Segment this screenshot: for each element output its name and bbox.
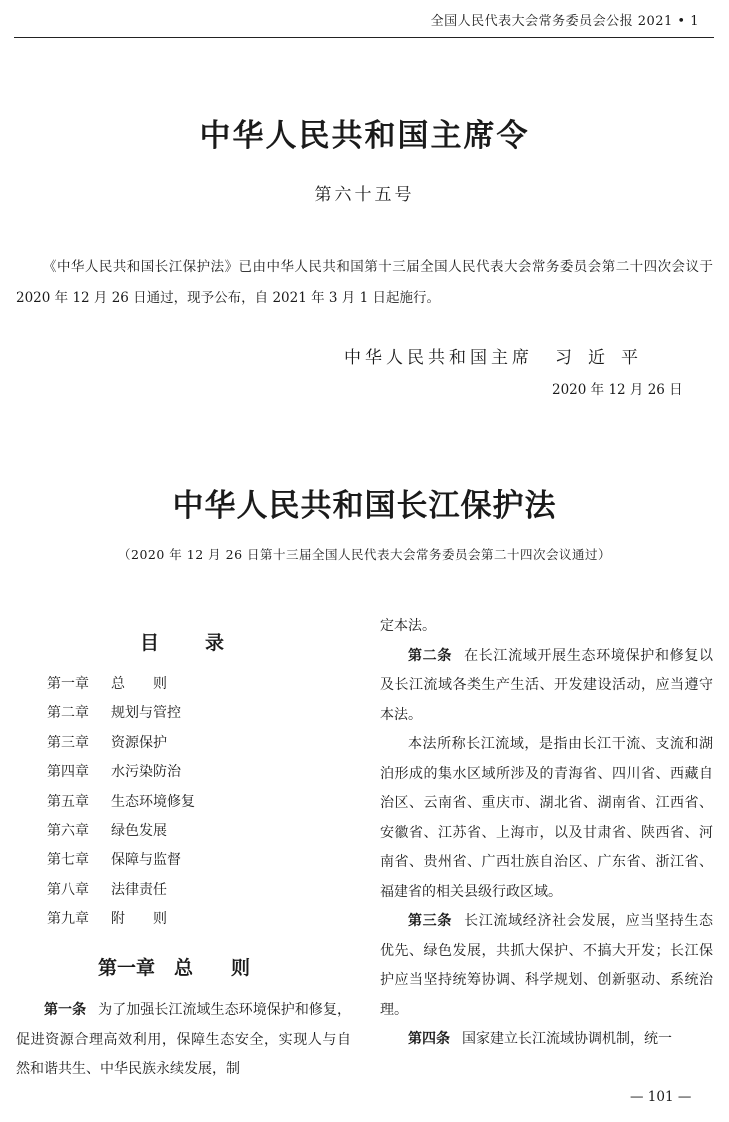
toc-chapter-title: 附 则: [111, 911, 167, 928]
toc-heading: [140, 628, 224, 655]
toc-chapter-number: 第六章: [47, 822, 89, 839]
toc-heading-left: 目: [140, 632, 160, 654]
toc-chapter-title: 法律责任: [111, 881, 167, 898]
article-paragraph: [380, 1025, 713, 1055]
signer-title: 中华人民共和国主席: [344, 348, 533, 368]
signer-name: 习近平: [555, 348, 654, 368]
order-body: 《中华人民共和国长江保护法》已由中华人民共和国第十三届全国人民代表大会常务委员会第二十四次会议于 2020 年 12 月 26 日通过，现予公布，自 2021 年 3 月 1 日起施行。: [16, 259, 713, 306]
toc-chapter-title: 绿色发展: [111, 822, 167, 839]
article-label: 第二条: [408, 647, 453, 664]
article-paragraph: [16, 996, 351, 1085]
toc-item: [47, 905, 195, 934]
article-text: 在长江流域开展生态环境保护和修复以及长江流域各类生产生活、开发建设活动，应当遵守本法。: [380, 647, 714, 723]
article-label: 第四条: [408, 1031, 450, 1047]
toc-item: [47, 846, 195, 875]
article-text: 为了加强长江流域生态环境保护和修复，促进资源合理高效利用，保障生态安全，实现人与自然和谐共生、中华民族永续发展，制: [16, 1002, 352, 1077]
toc-chapter-title: 生态环境修复: [111, 793, 195, 810]
toc-chapter-title: 总 则: [111, 676, 167, 692]
toc-item: [47, 729, 195, 758]
article-label: 第一条: [44, 1002, 87, 1018]
toc-chapter-number: 第七章: [47, 852, 89, 869]
continued-text: 定本法。: [380, 618, 436, 634]
order-number: 第六十五号: [314, 185, 415, 205]
toc-chapter-number: 第八章: [47, 881, 89, 898]
toc-chapter-number: 第一章: [47, 676, 89, 692]
toc-chapter-number: 第三章: [47, 734, 89, 751]
toc-chapter-title: 规划与管控: [111, 705, 181, 722]
left-column-text: [16, 996, 351, 1085]
article-text: 国家建立长江流域协调机制，统一: [462, 1031, 672, 1047]
toc-item: [47, 788, 195, 817]
running-header: 全国人民代表大会常务委员会公报 2021 • 1: [430, 14, 699, 29]
toc-item: [47, 817, 195, 846]
toc-chapter-number: 第五章: [47, 793, 89, 810]
article-paragraph: [380, 907, 713, 1025]
toc-heading-right: 录: [205, 632, 225, 654]
law-subtitle: （2020 年 12 月 26 日第十三届全国人民代表大会常务委员会第二十四次会议通过）: [118, 547, 611, 562]
toc-chapter-title: 水污染防治: [111, 764, 181, 781]
signature-date: 2020 年 12 月 26 日: [552, 382, 683, 398]
toc-chapter-number: 第四章: [47, 764, 89, 781]
article-paragraph: 本法所称长江流域，是指由长江干流、支流和湖泊形成的集水区域所涉及的青海省、四川省、西藏自治区、云南省、重庆市、湖北省、湖南省、江西省、安徽省、江苏省、上海市，以及甘肃省、陕西省、河南省、贵州省、广西壮族自治区、广东省、浙江省、福建省的相关县级行政区域。: [380, 736, 713, 900]
page-number: — 101 —: [630, 1089, 692, 1105]
header-divider: [14, 37, 714, 38]
table-of-contents: [47, 670, 195, 935]
article-label: 第三条: [408, 913, 453, 929]
toc-chapter-number: 第二章: [47, 705, 89, 722]
toc-chapter-number: 第九章: [47, 911, 89, 928]
toc-chapter-title: 资源保护: [111, 734, 167, 751]
chapter-heading: 第一章 总 则: [98, 957, 251, 979]
right-column-text: [380, 612, 713, 1055]
article-paragraph: [380, 642, 713, 731]
law-title: 中华人民共和国长江保护法: [172, 488, 557, 524]
toc-item: [47, 876, 195, 905]
signature-line: [344, 343, 654, 368]
toc-item: [47, 758, 195, 787]
toc-chapter-title: 保障与监督: [111, 852, 181, 869]
order-title: 中华人民共和国主席令: [199, 118, 530, 154]
toc-item: [47, 699, 195, 728]
toc-item: [47, 670, 195, 699]
article-text: 长江流域经济社会发展，应当坚持生态优先、绿色发展，共抓大保护、不搞大开发；长江保护应当坚持统筹协调、科学规划、创新驱动、系统治理。: [380, 913, 714, 1018]
